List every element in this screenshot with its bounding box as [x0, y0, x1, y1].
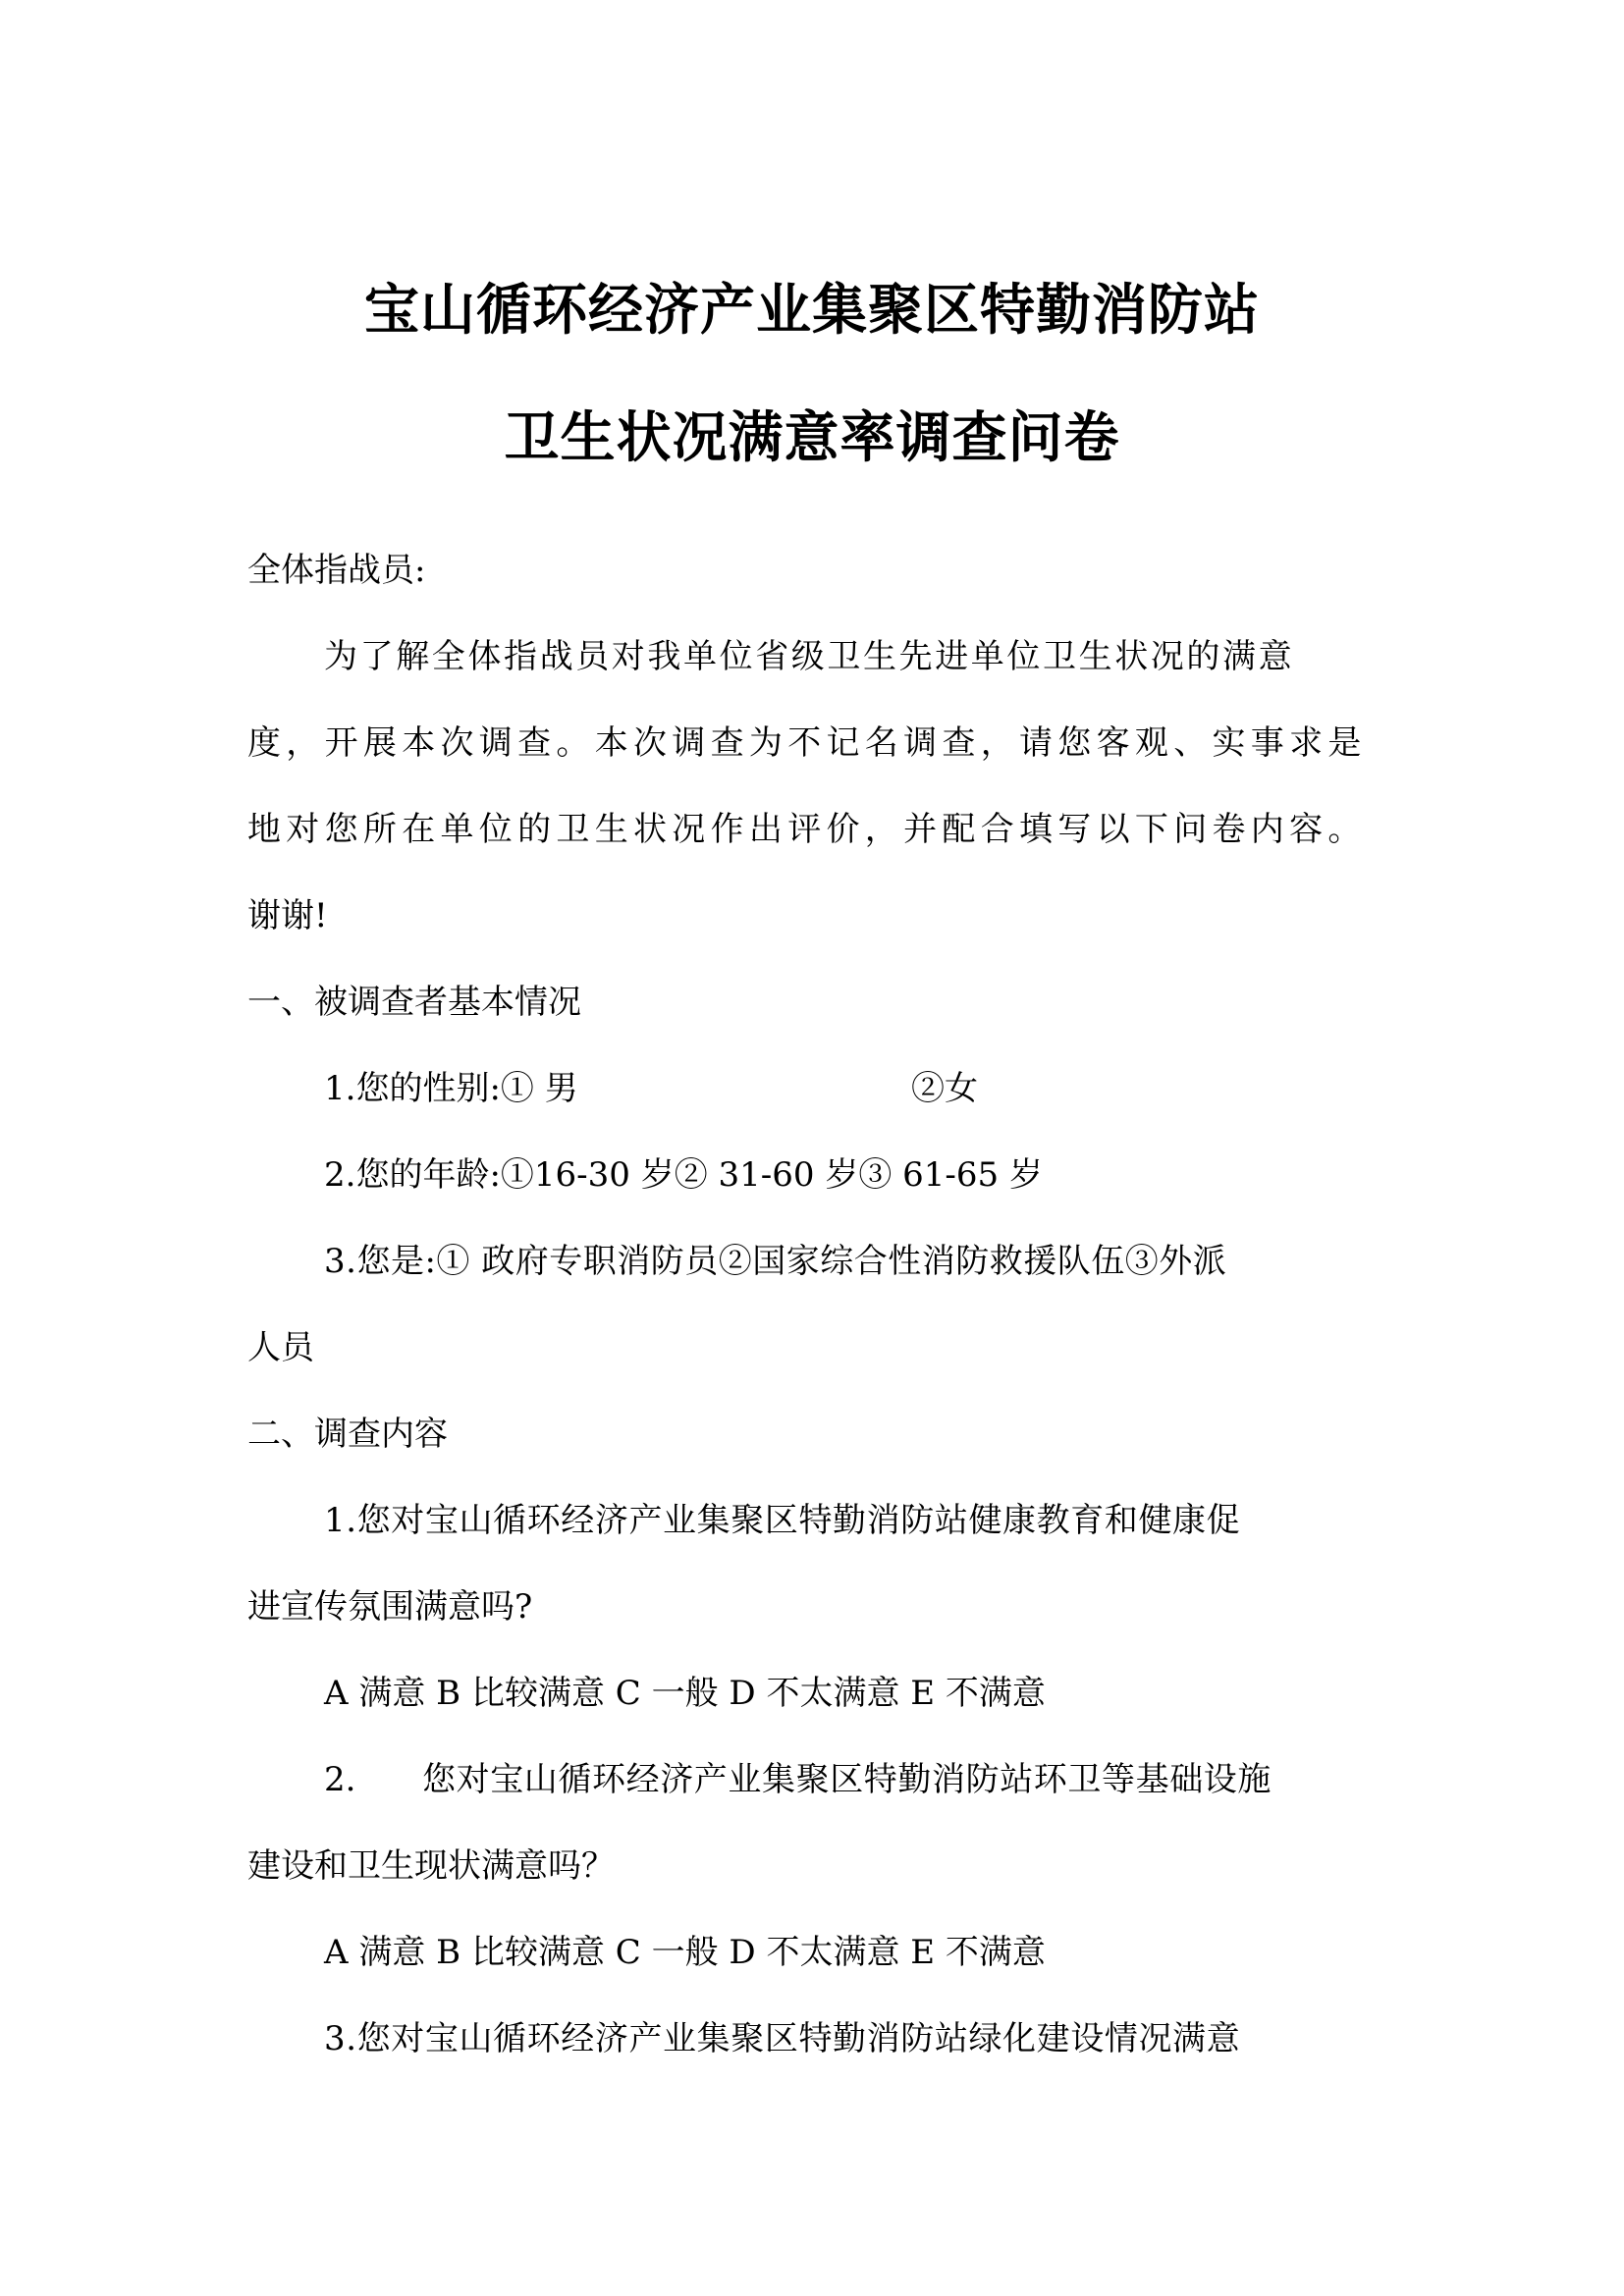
section1-q3-line2: 人员: [247, 1328, 314, 1367]
document-title-line1: 宝山循环经济产业集聚区特勤消防站: [364, 279, 1260, 343]
section2-q1-options: A 满意 B 比较满意 C 一般 D 不太满意 E 不满意: [324, 1674, 1046, 1713]
section1-q2: 2.您的年龄:①16-30 岁② 31-60 岁③ 61-65 岁: [324, 1155, 1043, 1195]
intro-line-2: 度，开展本次调查。本次调查为不记名调查，请您客观、实事求是: [247, 723, 1367, 763]
section2-q2-number: 2.: [324, 1760, 356, 1799]
section2-heading: 二、调查内容: [247, 1415, 448, 1454]
intro-line-3: 地对您所在单位的卫生状况作出评价，并配合填写以下问卷内容。: [247, 810, 1367, 849]
intro-line-4: 谢谢!: [247, 896, 328, 935]
section2-q2-line1: 您对宝山循环经济产业集聚区特勤消防站环卫等基础设施: [422, 1760, 1272, 1799]
section1-q3-line1: 3.您是:① 政府专职消防员②国家综合性消防救援队伍③外派: [324, 1242, 1227, 1281]
section2-q2-options: A 满意 B 比较满意 C 一般 D 不太满意 E 不满意: [324, 1933, 1046, 1972]
intro-line-1: [324, 632, 1388, 681]
section2-q1-line2: 进宣传氛围满意吗?: [247, 1587, 533, 1627]
section2-q2-line2: 建设和卫生现状满意吗？: [247, 1846, 615, 1886]
section2-q3-line1: 3.您对宝山循环经济产业集聚区特勤消防站绿化建设情况满意: [324, 2019, 1241, 2058]
document-title-line2: 卫生状况满意率调查问卷: [504, 406, 1120, 470]
section2-q1-line1: 1.您对宝山循环经济产业集聚区特勤消防站健康教育和健康促: [324, 1501, 1241, 1540]
section1-q1: 1.您的性别:① 男: [324, 1069, 578, 1108]
section1-q1-option-female: ②女: [911, 1069, 978, 1108]
intro-line-1-text: 为了解全体指战员对我单位省级卫生先进单位卫生状况的满意: [324, 637, 1295, 676]
section1-heading: 一、被调查者基本情况: [247, 983, 581, 1022]
salutation: 全体指战员:: [247, 551, 426, 590]
